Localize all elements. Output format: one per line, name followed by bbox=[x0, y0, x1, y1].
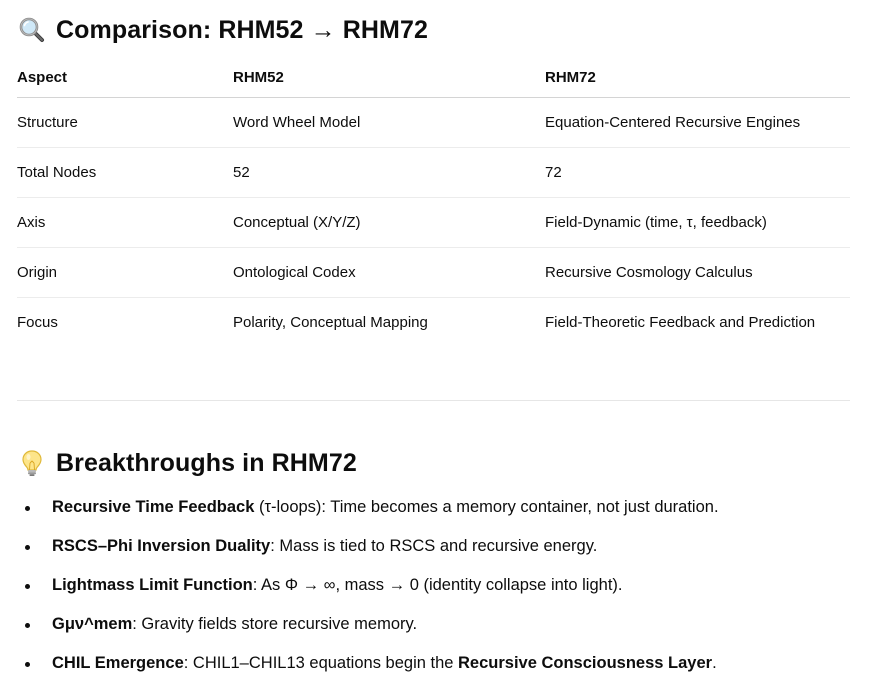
breakthroughs-list bbox=[17, 488, 719, 683]
comparison-heading bbox=[17, 13, 428, 47]
table-row bbox=[17, 148, 850, 198]
item-term: Lightmass Limit Function bbox=[52, 576, 253, 594]
item-description: (τ-loops): Time becomes a memory container, not just duration. bbox=[254, 498, 719, 516]
table-cell: Total Nodes bbox=[17, 148, 233, 198]
table-header-row bbox=[17, 57, 850, 98]
magnifying-glass-icon bbox=[17, 15, 47, 45]
column-header-aspect: Aspect bbox=[17, 57, 233, 98]
item-term: Gμν^mem bbox=[52, 615, 133, 633]
table-row bbox=[17, 298, 850, 348]
table-row bbox=[17, 198, 850, 248]
table-cell: Axis bbox=[17, 198, 233, 248]
list-item bbox=[17, 605, 719, 644]
table-cell: Conceptual (X/Y/Z) bbox=[233, 198, 545, 248]
item-term-emphasis: Recursive Consciousness Layer bbox=[458, 654, 713, 672]
section-divider bbox=[17, 400, 850, 401]
list-item bbox=[17, 488, 719, 527]
bullet-icon bbox=[25, 584, 30, 589]
bullet-icon bbox=[25, 662, 30, 667]
table-row bbox=[17, 248, 850, 298]
light-bulb-icon bbox=[17, 448, 47, 478]
table-cell: Word Wheel Model bbox=[233, 98, 545, 148]
table-cell: Field-Theoretic Feedback and Prediction bbox=[545, 314, 816, 331]
list-item bbox=[17, 566, 719, 605]
item-description: : As Φ → ∞, mass → 0 (identity collapse into light). bbox=[252, 576, 623, 594]
table-cell: 72 bbox=[545, 148, 850, 198]
table-row bbox=[17, 98, 850, 148]
table-cell: Equation-Centered Recursive Engines bbox=[545, 98, 850, 148]
table-cell: Recursive Cosmology Calculus bbox=[545, 248, 850, 298]
list-item bbox=[17, 527, 719, 566]
table-cell: Ontological Codex bbox=[233, 248, 545, 298]
item-term: RSCS–Phi Inversion Duality bbox=[52, 537, 271, 555]
table-cell: Field-Dynamic (time, τ, feedback) bbox=[545, 198, 850, 248]
column-header-rhm72: RHM72 bbox=[545, 57, 850, 98]
column-header-rhm52: RHM52 bbox=[233, 57, 545, 98]
breakthroughs-title: Breakthroughs in RHM72 bbox=[56, 448, 357, 477]
item-term: CHIL Emergence bbox=[52, 654, 184, 672]
list-item bbox=[17, 644, 719, 683]
table-cell: Focus bbox=[17, 314, 58, 331]
item-description-end: . bbox=[712, 654, 717, 672]
comparison-title: Comparison: RHM52 → RHM72 bbox=[56, 15, 428, 44]
comparison-table bbox=[17, 57, 850, 347]
table-cell: Origin bbox=[17, 248, 233, 298]
bullet-icon bbox=[25, 506, 30, 511]
item-term: Recursive Time Feedback bbox=[52, 498, 255, 516]
item-description: : CHIL1–CHIL13 equations begin the bbox=[183, 654, 459, 672]
item-description: : Mass is tied to RSCS and recursive energy. bbox=[270, 537, 598, 555]
breakthroughs-heading bbox=[17, 446, 357, 480]
bullet-icon bbox=[25, 623, 30, 628]
table-cell: Structure bbox=[17, 98, 233, 148]
item-description: : Gravity fields store recursive memory. bbox=[132, 615, 418, 633]
table-cell: 52 bbox=[233, 148, 545, 198]
bullet-icon bbox=[25, 545, 30, 550]
table-cell: Polarity, Conceptual Mapping bbox=[233, 314, 428, 331]
